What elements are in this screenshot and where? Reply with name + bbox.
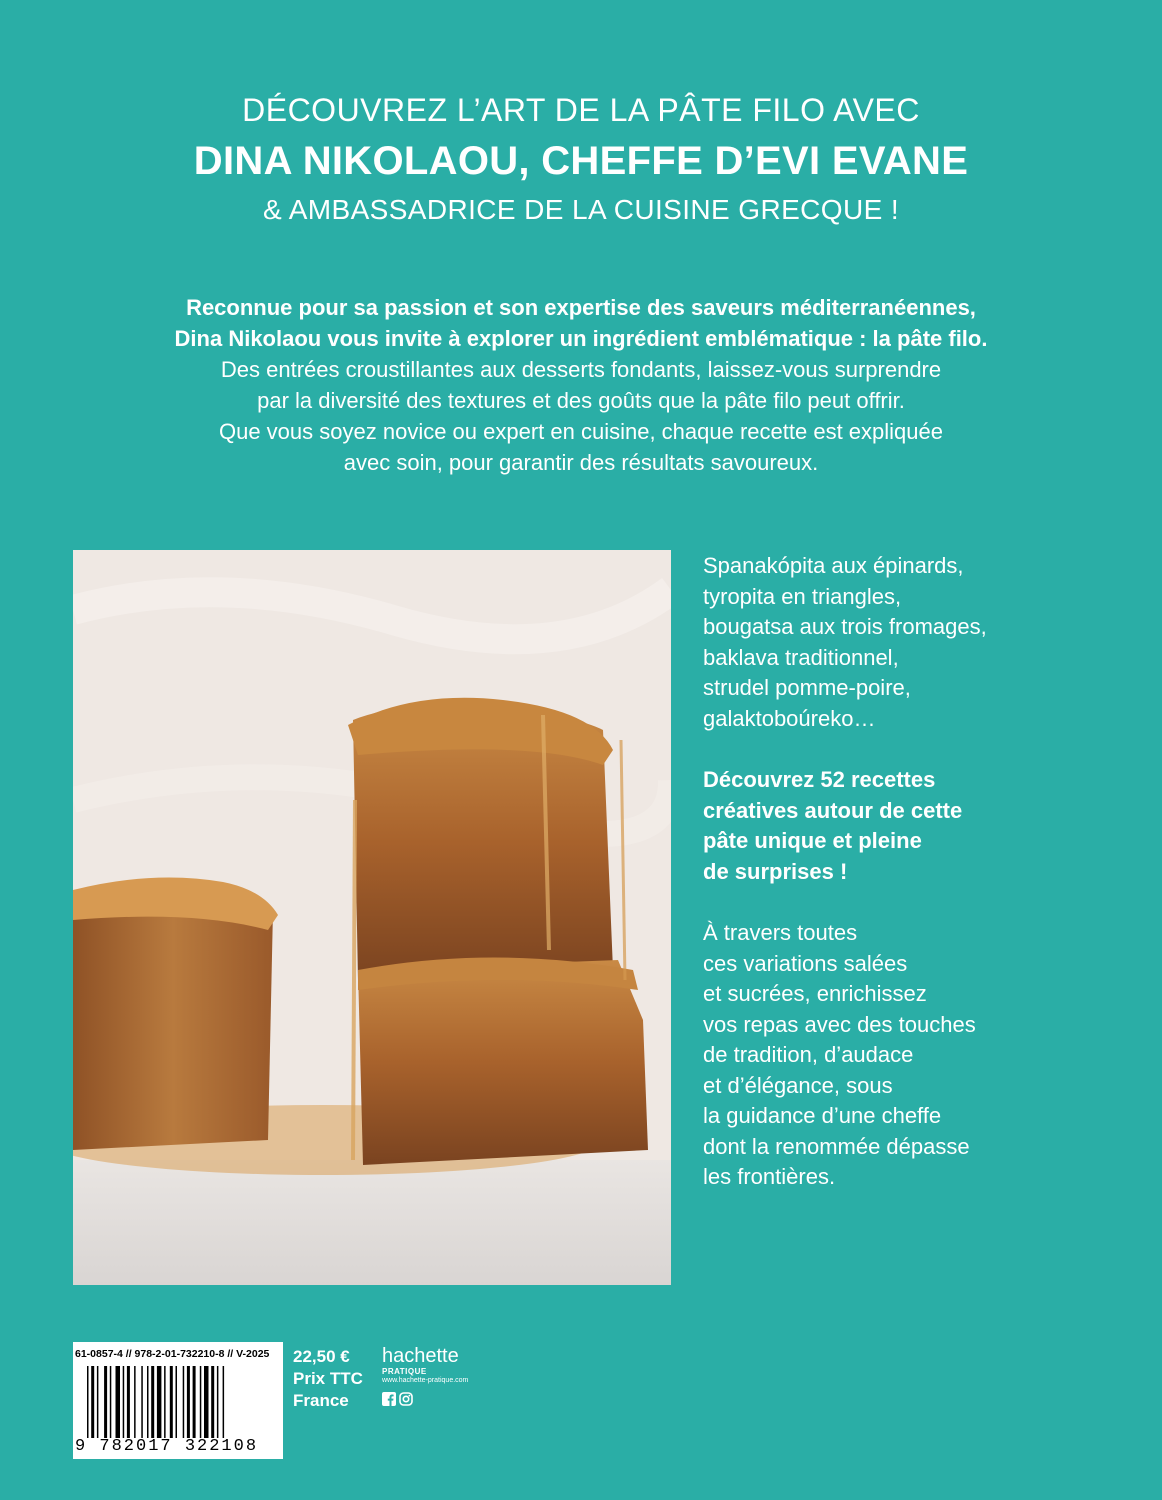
recipe-item: tyropita en triangles, [703, 583, 902, 609]
price-amount: 22,50 € [293, 1347, 350, 1366]
price-block [293, 1346, 363, 1412]
closing-line: et d’élégance, sous [703, 1072, 893, 1098]
facebook-icon [382, 1392, 396, 1406]
closing-line: et sucrées, enrichissez [703, 981, 927, 1006]
recipe-item: Spanakópita aux épinards, [703, 553, 964, 578]
header-line-3: & AMBASSADRICE DE LA CUISINE GRECQUE ! [262, 194, 900, 225]
highlight-line: de surprises ! [703, 858, 848, 884]
publisher-block [382, 1346, 468, 1406]
intro-line: Reconnue pour sa passion et son expertise des saveurs méditerranéennes, [186, 295, 976, 320]
closing-line: de tradition, d’audace [703, 1042, 914, 1067]
baklava-illustration [73, 550, 671, 1285]
highlight-line: créatives autour de cette [703, 797, 963, 823]
highlight-paragraph [703, 765, 1143, 887]
price-country: France [293, 1391, 349, 1410]
header-line-1: DÉCOUVREZ L’ART DE LA PÂTE FILO AVEC [242, 92, 920, 128]
price-label: Prix TTC [293, 1369, 363, 1388]
recipe-item: bougatsa aux trois fromages, [703, 614, 987, 639]
side-text [703, 551, 1143, 1224]
closing-line: la guidance d’une cheffe [703, 1103, 942, 1128]
closing-line: vos repas avec des touches [703, 1011, 976, 1037]
publisher-name: hachette [382, 1345, 459, 1367]
recipe-item: galaktoboúreko… [703, 705, 876, 731]
publisher-imprint: PRATIQUE [382, 1367, 427, 1376]
intro-line: par la diversité des textures et des goûts que la pâte filo peut offrir. [257, 388, 905, 413]
intro-line: Dina Nikolaou vous invite à explorer un ingrédient emblématique : la pâte filo. [174, 326, 988, 351]
closing-line: ces variations salées [703, 950, 908, 976]
header [0, 88, 1162, 230]
barcode-bars [87, 1366, 277, 1438]
instagram-icon [399, 1392, 413, 1406]
closing-paragraph [703, 918, 1143, 1193]
header-title: DINA NIKOLAOU, CHEFFE D’EVI EVANE [193, 139, 969, 183]
barcode [73, 1342, 283, 1459]
closing-line: les frontières. [703, 1164, 836, 1189]
recipe-list [703, 551, 1143, 734]
isbn-line: 61-0857-4 // 978-2-01-732210-8 // V-2025 [75, 1348, 270, 1360]
highlight-line: pâte unique et pleine [703, 828, 922, 853]
intro-line: Que vous soyez novice ou expert en cuisine, chaque recette est expliquée [218, 419, 943, 444]
closing-line: dont la renommée dépasse [703, 1133, 970, 1159]
social-icons [382, 1392, 468, 1406]
intro-line: avec soin, pour garantir des résultats savoureux. [343, 450, 819, 475]
highlight-line: Découvrez 52 recettes [703, 767, 936, 792]
barcode-digits: 9 782017 322108 [75, 1437, 259, 1456]
recipe-item: strudel pomme-poire, [703, 675, 911, 700]
closing-line: À travers toutes [703, 920, 858, 945]
baklava-photo [73, 550, 671, 1285]
recipe-item: baklava traditionnel, [703, 644, 899, 670]
intro-paragraph [60, 292, 1102, 478]
publisher-url: www.hachette-pratique.com [382, 1377, 469, 1384]
intro-line: Des entrées croustillantes aux desserts fondants, laissez-vous surprendre [220, 357, 942, 382]
